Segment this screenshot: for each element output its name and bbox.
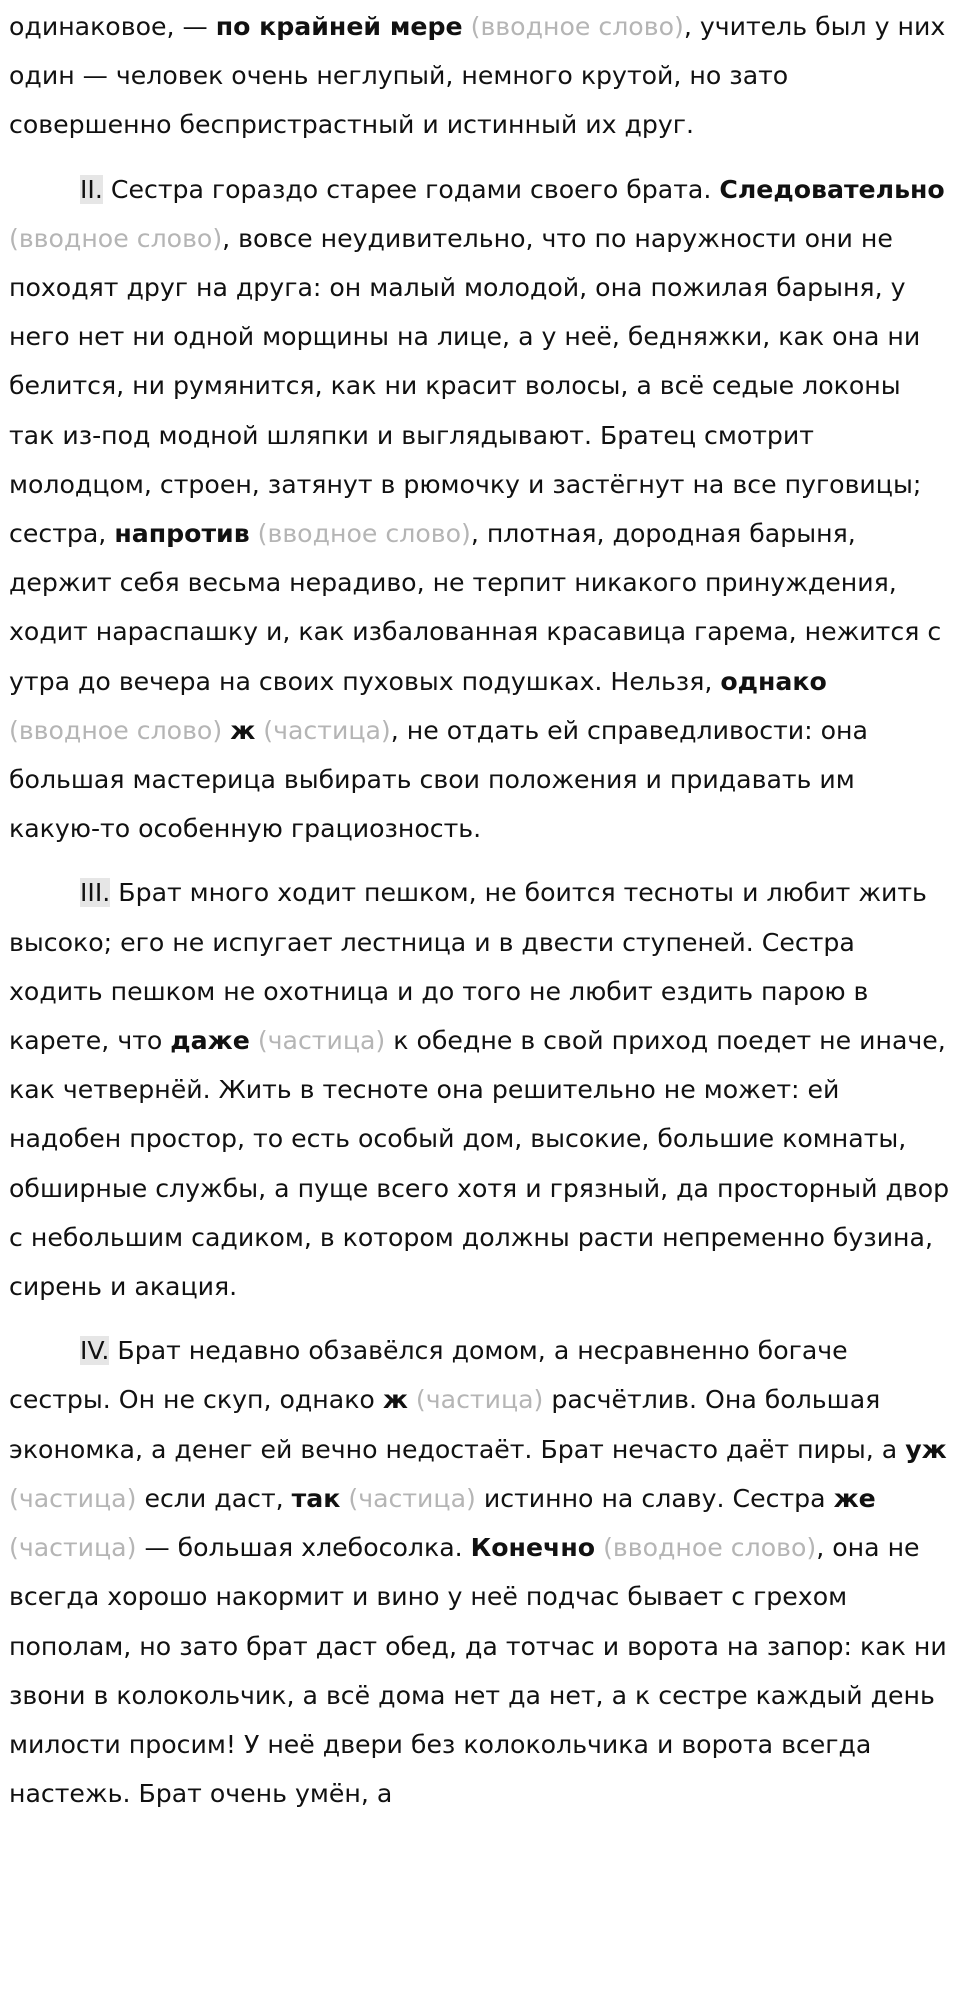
grammar-note: (частица) <box>257 1026 386 1056</box>
text-segment: одинаковое, — <box>9 12 216 41</box>
highlighted-word: по крайней мере <box>215 12 463 41</box>
text-segment: , учитель был у них один — человек очень неглупый, немного крутой, но зато совершенно беспристрастный и истинный их друг. <box>9 12 946 140</box>
grammar-note: (вводное слово) <box>9 715 223 745</box>
grammar-note: (частица) <box>348 1483 476 1513</box>
highlighted-word: ж <box>382 1385 408 1415</box>
grammar-note: (частица) <box>263 715 391 745</box>
highlighted-word: же <box>833 1483 876 1513</box>
grammar-note: (вводное слово) <box>9 223 223 253</box>
text-segment <box>222 716 230 745</box>
paragraph-number: IV. <box>80 1336 110 1366</box>
highlighted-word: уж <box>905 1434 947 1464</box>
highlighted-word: напротив <box>114 519 250 549</box>
text-segment: — большая хлебосолка. <box>136 1533 471 1563</box>
paragraph <box>9 868 952 1311</box>
grammar-note: (вводное слово) <box>257 519 471 549</box>
text-segment: расчётлив. Она большая экономка, а денег ей вечно недостаёт. Брат нечасто даёт пиры, а <box>9 1385 906 1464</box>
text-segment: , не отдать ей справедливости: она большая мастерица выбирать свои положения и придавать им какую-то особенную грациозность. <box>9 715 868 844</box>
text-segment: , плотная, дородная барыня, держит себя весьма нерадиво, не терпит никакого принуждения, ходит нараспашку и, как избалованная красавица гарема, нежится с утра до вечера на своих пуховых подушках. Нельзя, <box>9 519 942 696</box>
paragraph-number: II. <box>80 174 103 204</box>
highlighted-word: однако <box>720 666 827 696</box>
text-segment <box>408 1385 416 1414</box>
grammar-note: (вводное слово) <box>470 12 684 41</box>
paragraph <box>9 165 952 854</box>
text-segment: , она не всегда хорошо накормит и вино у неё подчас бывает с грехом пополам, но зато брат даст обед, да тотчас и ворота на запор: как ни звони в колокольчик, а всё дома нет да нет, а к сестре каждый день милости просим! У неё двери без колокольчика и ворота всегда настежь. Брат очень умён, а <box>9 1533 947 1809</box>
text-segment: Брат недавно обзавёлся домом, а несравненно богаче сестры. Он не скуп, однако <box>9 1336 848 1415</box>
text-segment: , вовсе неудивительно, что по наружности они не походят друг на друга: он малый молодой, она пожилая барыня, у него нет ни одной морщины на лице, а у неё, бедняжки, как она ни белится, ни румянится, как ни красит волосы, а всё седые локоны так из-под модной шляпки и выглядывают. Братец смотрит молодцом, строен, затянут в рюмочку и застёгнут на все пуговицы; сестра, <box>9 223 922 549</box>
text-segment: Брат много ходит пешком, не боится тесноты и любит жить высоко; его не испугает лестница и в двести ступеней. Сестра ходить пешком не охотница и до того не любит ездить парою в карете, что <box>9 878 927 1056</box>
paragraph <box>9 1326 952 1818</box>
text-segment <box>250 519 258 548</box>
text-segment <box>463 12 471 41</box>
grammar-note: (вводное слово) <box>603 1533 817 1563</box>
grammar-note: (частица) <box>9 1533 137 1563</box>
highlighted-word: Следовательно <box>719 174 945 204</box>
highlighted-word: так <box>291 1483 341 1513</box>
highlighted-word: Конечно <box>470 1533 596 1563</box>
grammar-note: (частица) <box>9 1483 137 1513</box>
paragraph <box>9 2 952 150</box>
highlighted-word: ж <box>230 715 256 745</box>
grammar-note: (частица) <box>415 1385 544 1415</box>
text-segment: если даст, <box>136 1483 292 1513</box>
paragraph-number: III. <box>80 878 111 908</box>
text-segment: к обедне в свой приход поедет не иначе, как четвернёй. Жить в тесноте она решительно не может: ей надобен простор, то есть особый дом, высокие, большие комнаты, обширные службы, а пуще всего хотя и грязный, да просторный двор с небольшим садиком, в котором должны расти непременно бузина, сирень и акация. <box>9 1026 950 1302</box>
text-segment: истинно на славу. Сестра <box>475 1483 834 1513</box>
highlighted-word: даже <box>170 1026 250 1056</box>
text-segment: Сестра гораздо старее годами своего брата. <box>102 174 720 204</box>
text-segment <box>250 1026 258 1055</box>
text-segment <box>595 1533 603 1562</box>
